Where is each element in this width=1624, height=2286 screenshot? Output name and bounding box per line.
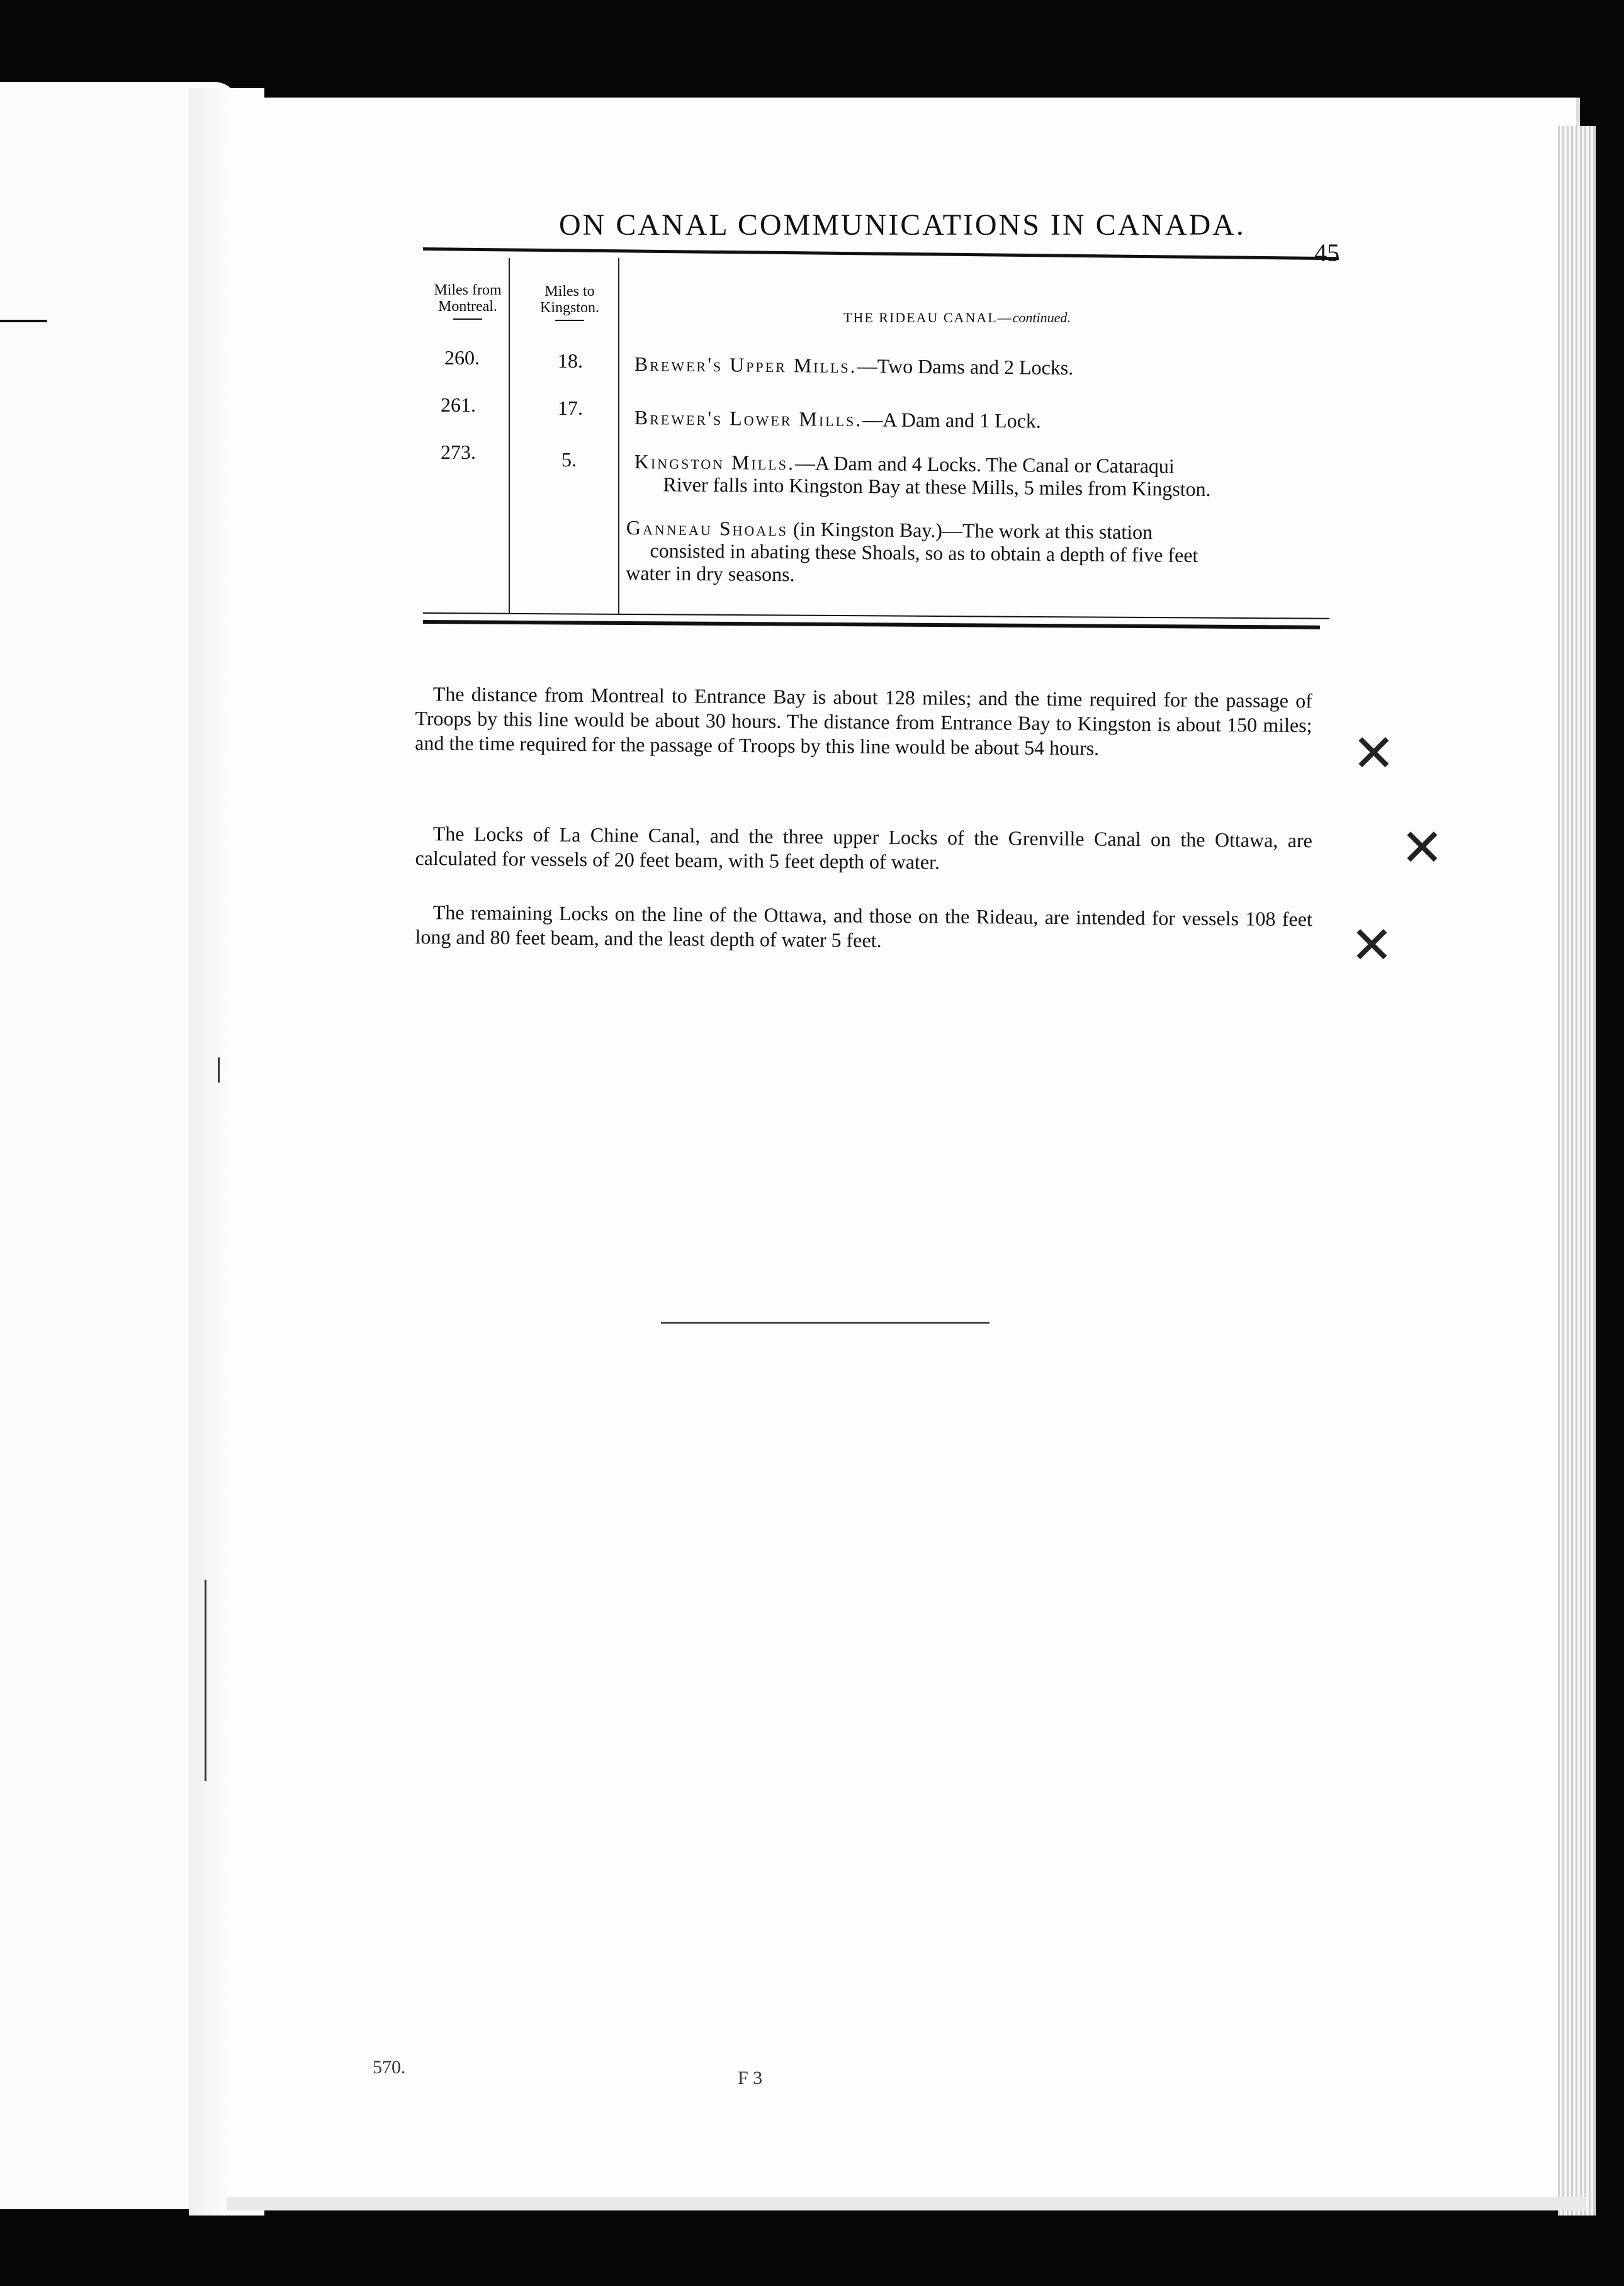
binding-stitch <box>218 1057 220 1083</box>
section-title: THE RIDEAU CANAL—continued. <box>843 310 1071 325</box>
column-header-miles-to-kingston: Miles to Kingston. <box>522 283 617 321</box>
margin-cross-mark: ✕ <box>1350 916 1394 976</box>
column-header-miles-from-montreal: Miles from Montreal. <box>427 282 509 320</box>
running-header: ON CANAL COMMUNICATIONS IN CANADA. <box>559 208 1246 242</box>
body-paragraph: The Locks of La Chine Canal, and the three upper Locks of the Grenville Canal on the Ottawa, are calculated for vessels of 20 feet beam, with 5 feet depth of water. <box>415 822 1312 874</box>
signature-letter: F 3 <box>738 2068 763 2088</box>
page-number: 45 <box>1314 239 1339 267</box>
table-row-miles-from: 260. <box>444 346 480 369</box>
table-row-miles-to: 17. <box>558 397 583 419</box>
table-row-miles-to: 18. <box>558 349 583 372</box>
left-page-rule <box>0 320 47 322</box>
table-row-entry: Brewer's Upper Mills.—Two Dams and 2 Locks. <box>634 352 1074 380</box>
table-row-entry: Brewer's Lower Mills.—A Dam and 1 Lock. <box>634 406 1042 432</box>
body-paragraph: The distance from Montreal to Entrance Bay is about 128 miles; and the time required for the passage of Troops by this line would be about 30 hours. The distance from Entrance Bay to Kingston is about 150 miles; and the time required for the passage of Troops by this line would be about 54 hours. <box>415 682 1312 760</box>
page-edges <box>1558 126 1596 2216</box>
table-row-entry: Ganneau Shoals (in Kingston Bay.)—The work at this station consisted in abating these Shoals, so as to obtain a depth of five feet water in dry seasons. <box>626 516 1198 586</box>
table-row-miles-from: 261. <box>441 393 476 416</box>
margin-cross-mark: ✕ <box>1401 818 1444 878</box>
binding-stitch <box>205 1580 206 1781</box>
table-row-miles-from: 273. <box>441 441 476 463</box>
section-end-rule <box>661 1322 990 1324</box>
signature-mark: 570. <box>373 2057 406 2078</box>
table-row-miles-to: 5. <box>561 448 577 471</box>
body-paragraph: The remaining Locks on the line of the Ottawa, and those on the Rideau, are intended for vessels 108 feet long and 80 feet beam, and the least depth of water 5 feet. <box>415 901 1312 952</box>
column-divider <box>509 258 510 614</box>
page-bottom-edge <box>227 2197 1586 2210</box>
table-row-entry: Kingston Mills.—A Dam and 4 Locks. The Canal or Cataraqui River falls into Kingston Bay at these Mills, 5 miles from Kingston. <box>634 450 1211 500</box>
column-divider <box>618 258 619 614</box>
margin-cross-mark: ✕ <box>1352 724 1396 784</box>
